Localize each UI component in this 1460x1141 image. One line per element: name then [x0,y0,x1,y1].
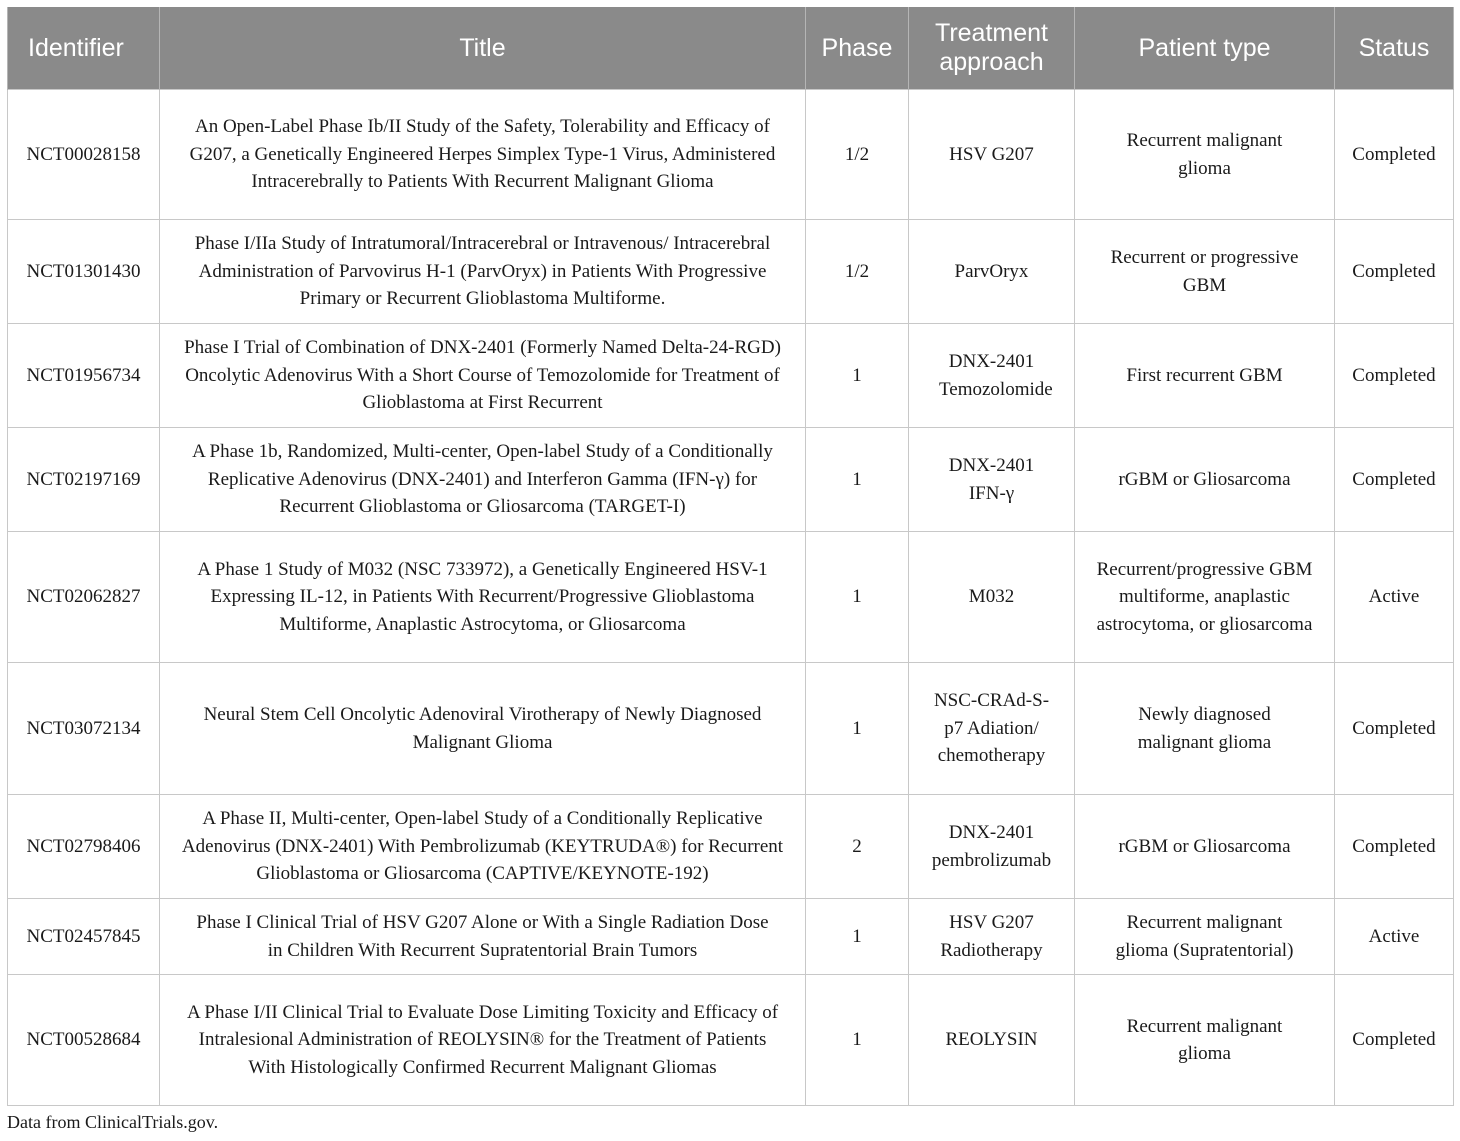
cell-treatment: REOLYSIN [909,975,1075,1106]
cell-identifier: NCT00528684 [8,975,160,1106]
cell-patient-type: Recurrent malignant glioma [1075,90,1335,220]
cell-identifier: NCT01301430 [8,220,160,324]
cell-phase: 1 [806,663,909,795]
header-status: Status [1335,7,1454,90]
cell-phase: 1/2 [806,90,909,220]
cell-treatment: DNX-2401 IFN-γ [909,428,1075,532]
cell-treatment: DNX-2401 Temozolomide [909,324,1075,428]
cell-patient-type: Recurrent/progressive GBM multiforme, anaplastic astrocytoma, or gliosarcoma [1075,532,1335,663]
cell-identifier: NCT03072134 [8,663,160,795]
cell-status: Completed [1335,795,1454,899]
cell-title: An Open-Label Phase Ib/II Study of the Safety, Tolerability and Efficacy of G207, a Genetically Engineered Herpes Simplex Type-1 Virus, Administered Intracerebrally to Patients With Recurrent Malignant Glioma [160,90,806,220]
cell-patient-type: rGBM or Gliosarcoma [1075,428,1335,532]
cell-status: Completed [1335,663,1454,795]
cell-title: Phase I/IIa Study of Intratumoral/Intracerebral or Intravenous/ Intracerebral Administration of Parvovirus H-1 (ParvOryx) in Patients With Progressive Primary or Recurrent Glioblastoma Multiforme. [160,220,806,324]
cell-status: Active [1335,899,1454,975]
clinical-trials-table [7,7,1454,1106]
header-treatment-line2: approach [939,48,1044,76]
cell-status: Completed [1335,975,1454,1106]
cell-status: Completed [1335,220,1454,324]
cell-treatment: HSV G207 [909,90,1075,220]
table-row [8,428,1454,532]
cell-identifier: NCT02798406 [8,795,160,899]
cell-phase: 1 [806,975,909,1106]
cell-phase: 1 [806,899,909,975]
table-row [8,532,1454,663]
cell-title: A Phase 1 Study of M032 (NSC 733972), a Genetically Engineered HSV-1 Expressing IL-12, in Patients With Recurrent/Progressive Glioblastoma Multiforme, Anaplastic Astrocytoma, or Gliosarcoma [160,532,806,663]
table-footnote: Data from ClinicalTrials.gov. [7,1112,219,1132]
cell-status: Completed [1335,428,1454,532]
cell-title: A Phase II, Multi-center, Open-label Study of a Conditionally Replicative Adenovirus (DNX-2401) With Pembrolizumab (KEYTRUDA®) for Recurrent Glioblastoma or Gliosarcoma (CAPTIVE/KEYNOTE-192) [160,795,806,899]
cell-title: Neural Stem Cell Oncolytic Adenoviral Virotherapy of Newly Diagnosed Malignant Glioma [160,663,806,795]
cell-identifier: NCT02197169 [8,428,160,532]
table-row [8,663,1454,795]
cell-title: A Phase 1b, Randomized, Multi-center, Open-label Study of a Conditionally Replicative Adenovirus (DNX-2401) and Interferon Gamma (IFN-γ) for Recurrent Glioblastoma or Gliosarcoma (TARGET-I) [160,428,806,532]
cell-treatment: NSC-CRAd-S-p7 Adiation/ chemotherapy [909,663,1075,795]
cell-identifier: NCT02457845 [8,899,160,975]
cell-treatment: ParvOryx [909,220,1075,324]
cell-treatment: DNX-2401 pembrolizumab [909,795,1075,899]
header-identifier: Identifier [8,7,160,90]
header-treatment-approach [909,7,1075,90]
table-row [8,90,1454,220]
cell-phase: 1 [806,324,909,428]
cell-status: Completed [1335,90,1454,220]
cell-identifier: NCT00028158 [8,90,160,220]
cell-patient-type: Newly diagnosed malignant glioma [1075,663,1335,795]
cell-phase: 1 [806,428,909,532]
header-phase: Phase [806,7,909,90]
cell-patient-type: Recurrent malignant glioma [1075,975,1335,1106]
cell-treatment: HSV G207 Radiotherapy [909,899,1075,975]
cell-status: Active [1335,532,1454,663]
cell-patient-type: rGBM or Gliosarcoma [1075,795,1335,899]
cell-patient-type: First recurrent GBM [1075,324,1335,428]
table-header-row [8,7,1454,90]
cell-title: A Phase I/II Clinical Trial to Evaluate Dose Limiting Toxicity and Efficacy of Intralesional Administration of REOLYSIN® for the Treatment of Patients With Histologically Confirmed Recurrent Malignant Gliomas [160,975,806,1106]
header-title: Title [160,7,806,90]
cell-identifier: NCT02062827 [8,532,160,663]
header-patient-type: Patient type [1075,7,1335,90]
cell-treatment: M032 [909,532,1075,663]
cell-phase: 1/2 [806,220,909,324]
table-row [8,975,1454,1106]
cell-patient-type: Recurrent or progressive GBM [1075,220,1335,324]
table-row [8,220,1454,324]
header-treatment-line1: Treatment [934,19,1048,47]
cell-title: Phase I Clinical Trial of HSV G207 Alone or With a Single Radiation Dose in Children With Recurrent Supratentorial Brain Tumors [160,899,806,975]
cell-title: Phase I Trial of Combination of DNX-2401 (Formerly Named Delta-24-RGD) Oncolytic Adenovirus With a Short Course of Temozolomide for Treatment of Glioblastoma at First Recurrent [160,324,806,428]
table-row [8,899,1454,975]
cell-phase: 2 [806,795,909,899]
cell-phase: 1 [806,532,909,663]
trials-table-container [7,7,1453,1106]
cell-patient-type: Recurrent malignant glioma (Supratentorial) [1075,899,1335,975]
table-row [8,795,1454,899]
cell-identifier: NCT01956734 [8,324,160,428]
table-row [8,324,1454,428]
cell-status: Completed [1335,324,1454,428]
